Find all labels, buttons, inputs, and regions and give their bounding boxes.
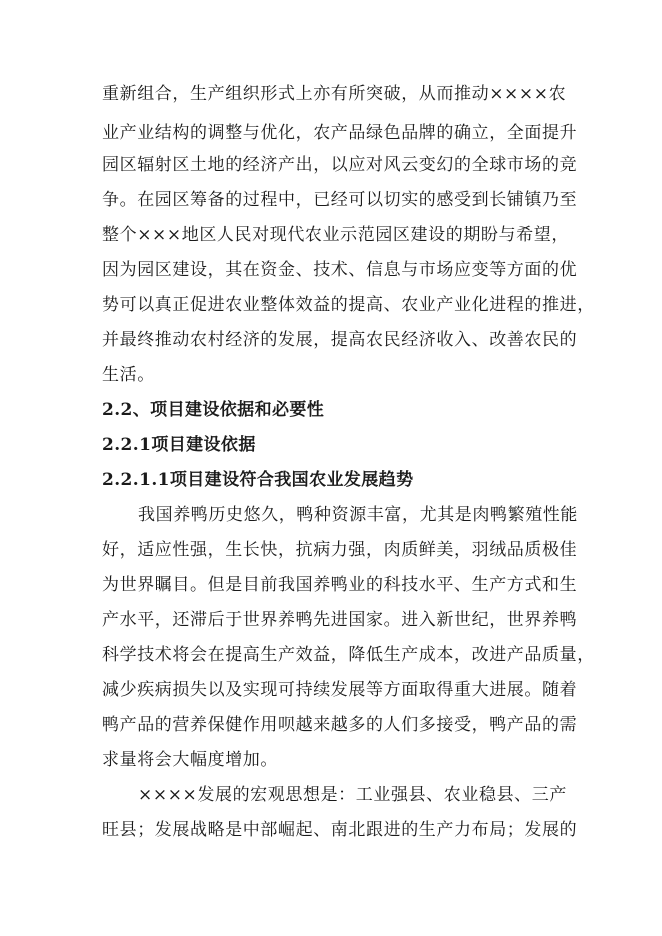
body-line: 园区辐射区土地的经济产出，以应对风云变幻的全球市场的竞 [102,155,578,175]
body-line: 为世界瞩目。但是目前我国养鸭业的科技水平、生产方式和生 [102,575,578,595]
body-line: 重新组合，生产组织形式上亦有所突破，从而推动××××农 [102,84,567,104]
body-line: 生活。 [102,365,155,385]
body-line: 业产业结构的调整与优化，农产品绿色品牌的确立，全面提升 [102,123,578,143]
section-heading-2-2: 2.2、项目建设依据和必要性 [102,400,325,420]
body-line: 旺县；发展战略是中部崛起、南北跟进的生产力布局；发展的 [102,820,578,840]
body-line: 我国养鸭历史悠久，鸭种资源丰富，尤其是肉鸭繁殖性能 [138,505,578,525]
body-line: 并最终推动农村经济的发展，提高农民经济收入、改善农民的 [102,330,578,350]
body-line: 求量将会大幅度增加。 [102,750,278,770]
body-line: 因为园区建设，其在资金、技术、信息与市场应变等方面的优 [102,260,578,280]
body-line: 减少疾病损失以及实现可持续发展等方面取得重大进展。随着 [102,680,578,700]
section-heading-2-2-1-1: 2.2.1.1项目建设符合我国农业发展趋势 [102,470,414,490]
body-line: 鸭产品的营养保健作用呗越来越多的人们多接受，鸭产品的需 [102,715,578,735]
section-heading-2-2-1: 2.2.1项目建设依据 [102,435,256,455]
body-line: 势可以真正促进农业整体效益的提高、农业产业化进程的推进， [102,295,595,315]
body-line: 好，适应性强，生长快，抗病力强，肉质鲜美，羽绒品质极佳 [102,540,578,560]
body-line: 科学技术将会在提高生产效益，降低生产成本，改进产品质量， [102,645,595,665]
body-line: ××××发展的宏观思想是：工业强县、农业稳县、三产 [138,785,567,805]
body-line: 整个×××地区人民对现代农业示范园区建设的期盼与希望， [102,225,569,245]
body-line: 产水平，还滞后于世界养鸭先进国家。进入新世纪，世界养鸭 [102,610,578,630]
body-line: 争。在园区筹备的过程中，已经可以切实的感受到长铺镇乃至 [102,190,578,210]
